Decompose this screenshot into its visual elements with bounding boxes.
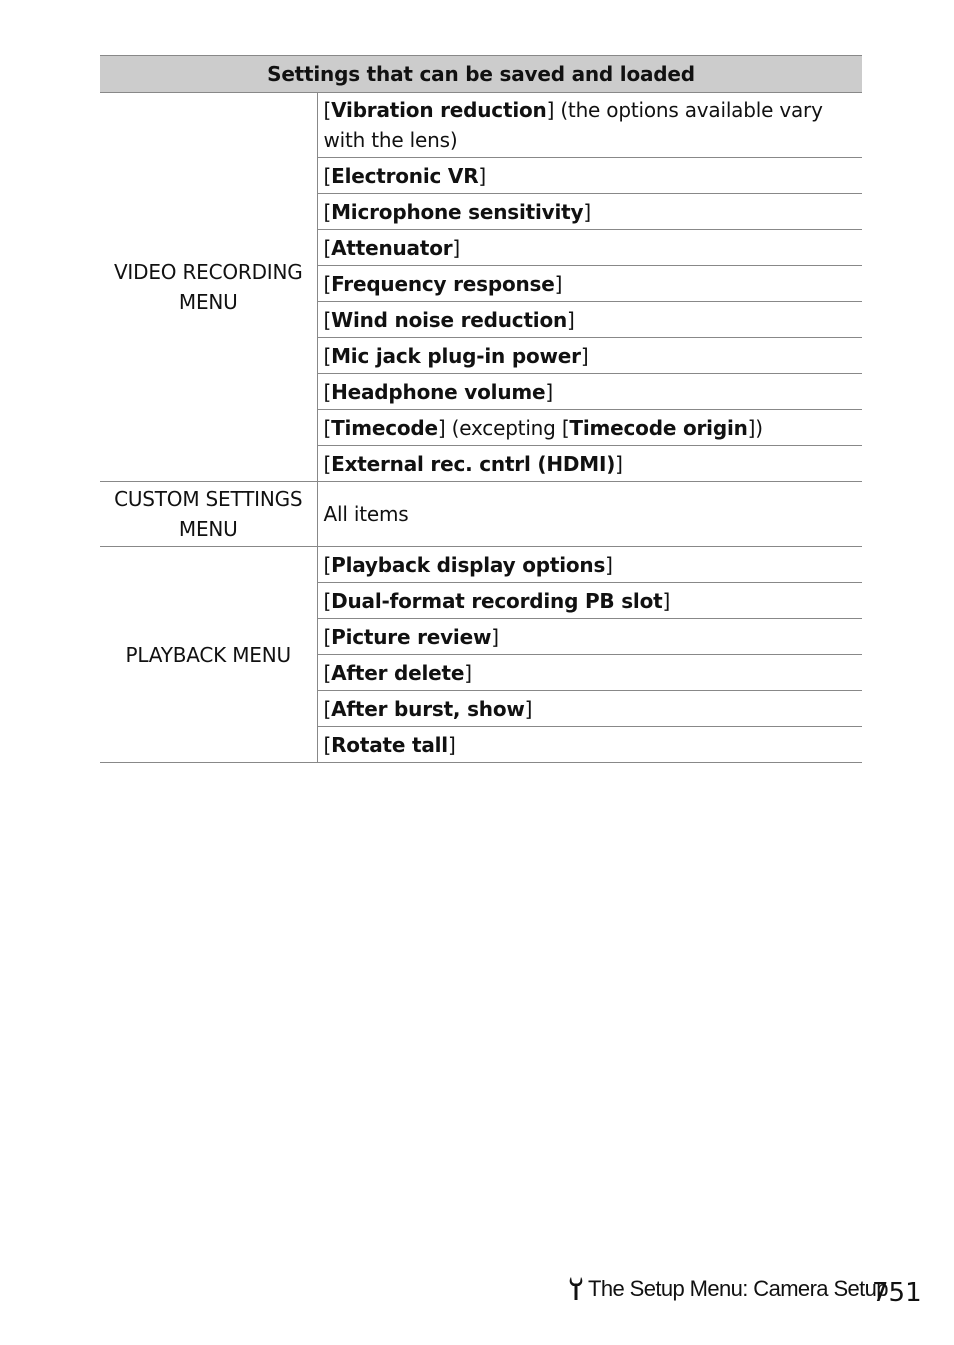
setting-item: [Frequency response] [317,266,862,302]
table-header: Settings that can be saved and loaded [100,56,862,93]
table-row [100,547,862,583]
setting-item: [After delete] [317,655,862,691]
page-number: 751 [872,1278,922,1308]
setting-item: [External rec. cntrl (HDMI)] [317,446,862,482]
setting-item: [Attenuator] [317,230,862,266]
setting-item: [Electronic VR] [317,158,862,194]
menu-name-custom-settings: CUSTOM SETTINGS MENU [100,482,317,547]
setting-item: [Headphone volume] [317,374,862,410]
setting-item: [Microphone sensitivity] [317,194,862,230]
menu-name-video-recording: VIDEO RECORDING MENU [100,93,317,482]
section-title: The Setup Menu: Camera Setup [588,1276,888,1301]
table-header-row [100,56,862,93]
menu-name-playback: PLAYBACK MENU [100,547,317,763]
footer-section-title [568,1276,888,1302]
setting-item: [Wind noise reduction] [317,302,862,338]
table-row [100,482,862,547]
setting-item: All items [317,482,862,547]
setting-item: [Vibration reduction] (the options available vary with the lens) [317,93,862,158]
setting-item: [After burst, show] [317,691,862,727]
setting-item: [Dual-format recording PB slot] [317,583,862,619]
setting-item: [Rotate tall] [317,727,862,763]
settings-table [100,55,862,763]
setting-item: [Timecode] (excepting [Timecode origin]) [317,410,862,446]
wrench-icon [568,1276,584,1302]
setting-item: [Mic jack plug-in power] [317,338,862,374]
setting-item: [Picture review] [317,619,862,655]
table-row [100,93,862,158]
setting-item: [Playback display options] [317,547,862,583]
